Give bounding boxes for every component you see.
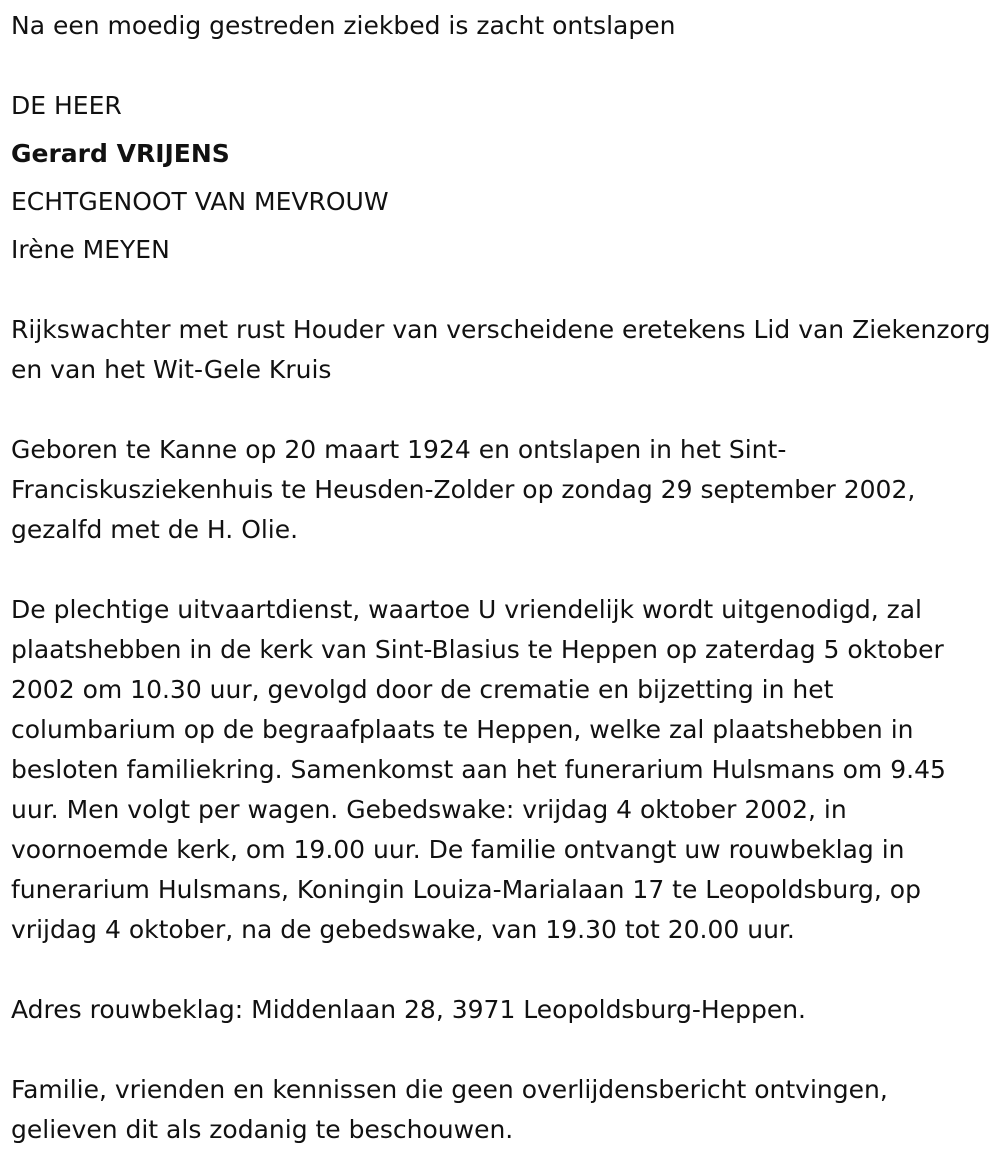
birth-death-paragraph: Geboren te Kanne op 20 maart 1924 en ontslapen in het Sint-Franciskusziekenhuis te Heusden-Zolder op zondag 29 september 2002, gezalfd met de H. Olie. [11, 435, 916, 544]
spouse-label: ECHTGENOOT VAN MEVROUW [11, 187, 389, 216]
obituary-notice [11, 6, 996, 1150]
closing-paragraph: Familie, vrienden en kennissen die geen overlijdensbericht ontvingen, gelieven dit als zodanig te beschouwen. [11, 1075, 888, 1144]
spouse-name: Irène MEYEN [11, 235, 170, 264]
funeral-service-paragraph: De plechtige uitvaartdienst, waartoe U vriendelijk wordt uitgenodigd, zal plaatshebben in de kerk van Sint-Blasius te Heppen op zaterdag 5 oktober 2002 om 10.30 uur, gevolgd door de crematie en bijzetting in het columbarium op de begraafplaats te Heppen, welke zal plaatshebben in besloten familiekring. Samenkomst aan het funerarium Hulsmans om 9.45 uur. Men volgt per wagen. Gebedswake: vrijdag 4 oktober 2002, in voornoemde kerk, om 19.00 uur. De familie ontvangt uw rouwbeklag in funerarium Hulsmans, Koningin Louiza-Marialaan 17 te Leopoldsburg, op vrijdag 4 oktober, na de gebedswake, van 19.30 tot 20.00 uur. [11, 595, 946, 944]
description-paragraph: Rijkswachter met rust Houder van verscheidene eretekens Lid van Ziekenzorg en van het Wit-Gele Kruis [11, 315, 991, 384]
honorific-title: DE HEER [11, 91, 122, 120]
condolence-address: Adres rouwbeklag: Middenlaan 28, 3971 Leopoldsburg-Heppen. [11, 995, 806, 1024]
deceased-name: Gerard VRIJENS [11, 139, 230, 168]
intro-line: Na een moedig gestreden ziekbed is zacht ontslapen [11, 11, 676, 40]
